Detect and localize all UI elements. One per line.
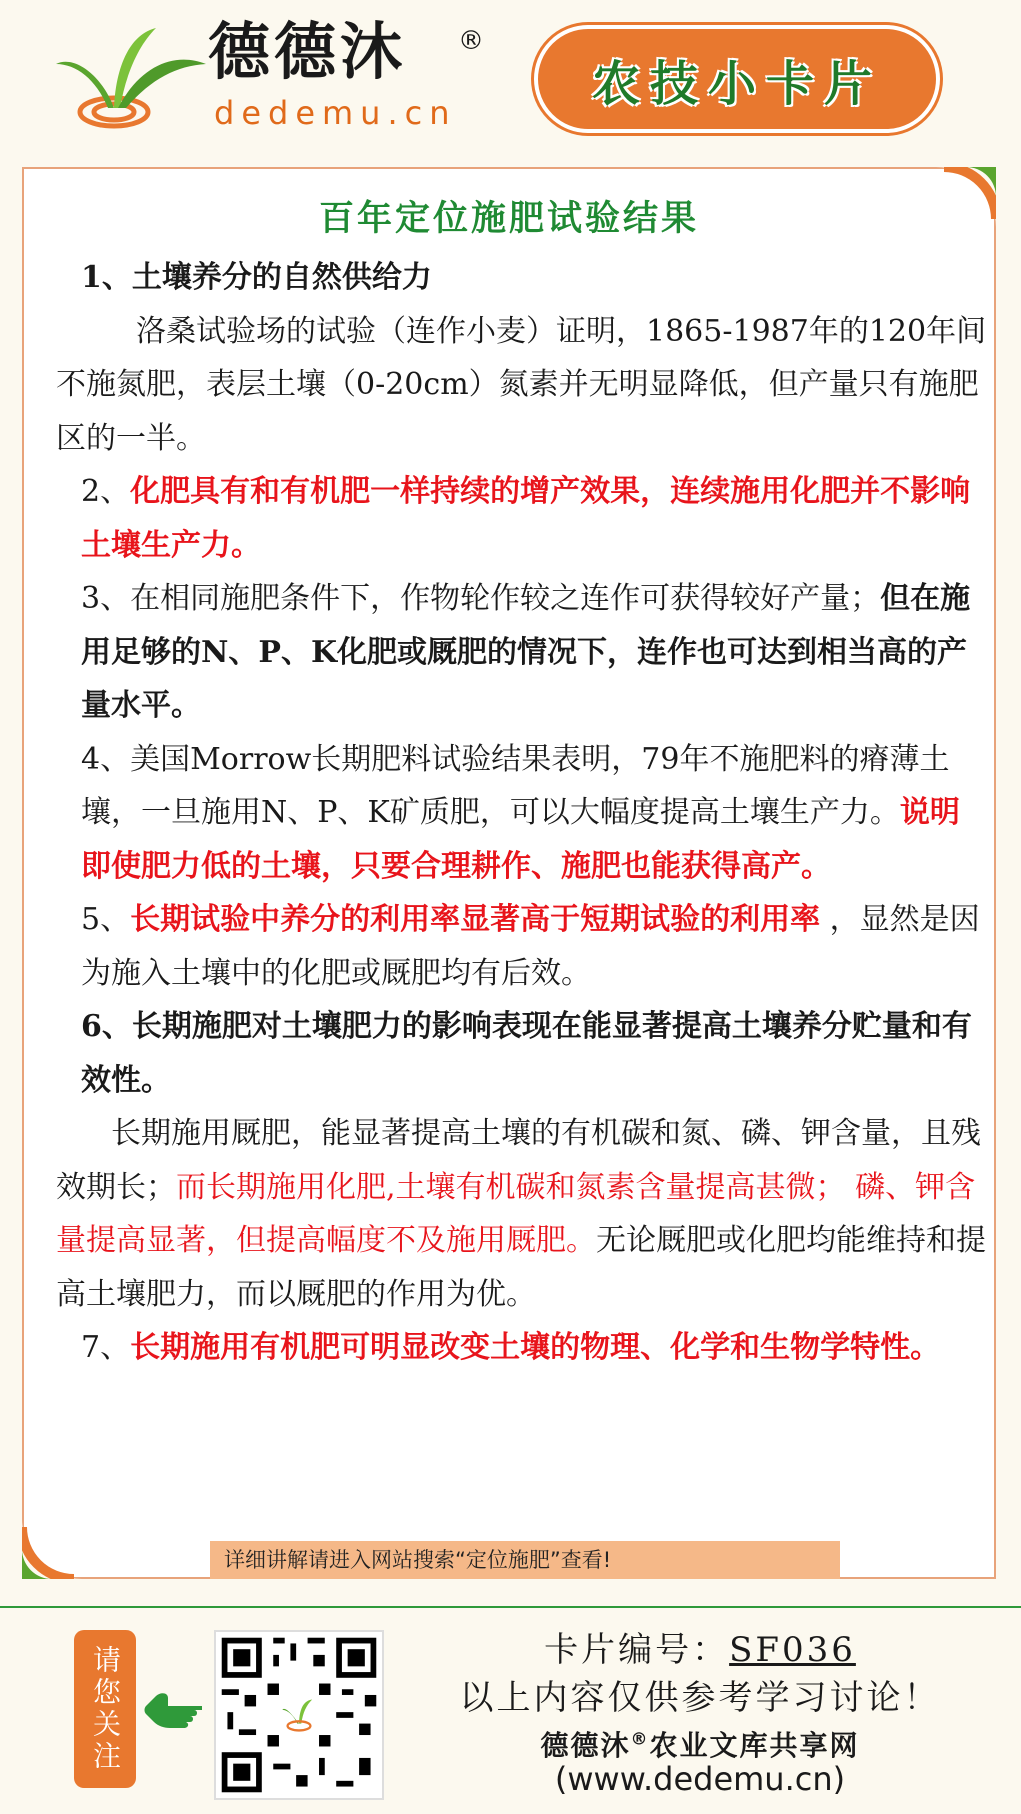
section-5-text: ，显然是因为施入土壤中的化肥或厩肥均有后效。 xyxy=(81,902,980,991)
section-7 xyxy=(56,1321,988,1375)
footer-divider xyxy=(0,1606,1021,1608)
section-2-number: 2、 xyxy=(81,474,131,509)
section-5-highlight: 长期试验中养分的利用率显著高于短期试验的利用率 xyxy=(130,902,821,937)
section-2-highlight: 化肥具有和有机肥一样持续的增产效果，连续施用化肥并不影响土壤生产力。 xyxy=(81,474,971,563)
site-registered-mark: ® xyxy=(630,1729,650,1750)
brand-name: 德德沐 xyxy=(208,15,407,88)
section-6-text-1: 长期施用厩肥，能显著提高土壤的有机碳和氮、磷、钾含量，且残效期长； xyxy=(56,1116,981,1205)
pointing-hand-icon xyxy=(144,1686,202,1730)
card-title: 百年定位施肥试验结果 xyxy=(318,199,699,239)
site-name-brand: 德德沐 xyxy=(540,1729,631,1762)
article-body xyxy=(56,251,988,1375)
qr-code[interactable] xyxy=(214,1630,384,1800)
content-card xyxy=(22,167,996,1579)
section-3 xyxy=(56,572,988,733)
corner-decoration-bottom-left xyxy=(22,1519,82,1579)
section-5 xyxy=(56,893,988,1000)
disclaimer: 以上内容仅供参考学习讨论！ xyxy=(459,1678,941,1718)
brand-url: dedemu.cn xyxy=(214,94,457,132)
section-6-text-2: 无论厩肥或化肥均能维持和提高土壤肥力，而以厩肥的作用为优。 xyxy=(56,1223,986,1312)
section-5-number: 5、 xyxy=(81,902,131,937)
card-number-value: SF036 xyxy=(729,1630,856,1670)
section-7-highlight: 长期施用有机肥可明显改变土壤的物理、化学和生物学特性。 xyxy=(130,1330,941,1365)
section-7-number: 7、 xyxy=(81,1330,131,1365)
card-label-badge xyxy=(534,25,940,133)
site-name-rest: 农业文库共享网 xyxy=(649,1729,860,1762)
section-4-highlight: 说明即使肥力低的土壤，只要合理耕作、施肥也能获得高产。 xyxy=(81,795,960,884)
section-3-text: 3、在相同施肥条件下，作物轮作较之连作可获得较好产量； xyxy=(81,581,881,616)
follow-us-button[interactable]: 请您关注 xyxy=(74,1630,136,1788)
site-name xyxy=(420,1724,980,1764)
card-number-label: 卡片编号： xyxy=(544,1630,730,1670)
section-4-text: 4、美国Morrow长期肥料试验结果表明，79年不施肥料的瘠薄土壤，一旦施用N、P、K矿质肥，可以大幅度提高土壤生产力。 xyxy=(81,741,950,830)
section-6-heading: 6、长期施肥对土壤肥力的影响表现在能显著提高土壤养分贮量和有效性。 xyxy=(81,1009,972,1098)
section-2 xyxy=(56,465,988,572)
section-4 xyxy=(56,733,988,894)
section-6-highlight: 而长期施用化肥,土壤有机碳和氮素含量提高甚微； 磷、钾含量提高显著，但提高幅度不及施用厩肥。 xyxy=(56,1169,976,1258)
section-3-bold: 但在施用足够的N、P、K化肥或厩肥的情况下，连作也可达到相当高的产量水平。 xyxy=(81,581,971,723)
registered-mark: ® xyxy=(458,26,484,56)
card-number xyxy=(420,1622,980,1671)
sprout-logo-icon xyxy=(56,24,206,134)
search-hint-banner: 详细讲解请进入网站搜索“定位施肥”查看! xyxy=(210,1541,840,1579)
section-1-body: 洛桑试验场的试验（连作小麦）证明，1865-1987年的120年间不施氮肥，表层土壤（0-20cm）氮素并无明显降低，但产量只有施肥区的一半。 xyxy=(56,313,987,456)
section-1-heading: 1、土壤养分的自然供给力 xyxy=(81,260,432,295)
site-url[interactable]: (www.dedemu.cn) xyxy=(554,1760,846,1798)
card-label-text: 农技小卡片 xyxy=(591,55,882,112)
section-6-body xyxy=(56,1107,988,1321)
